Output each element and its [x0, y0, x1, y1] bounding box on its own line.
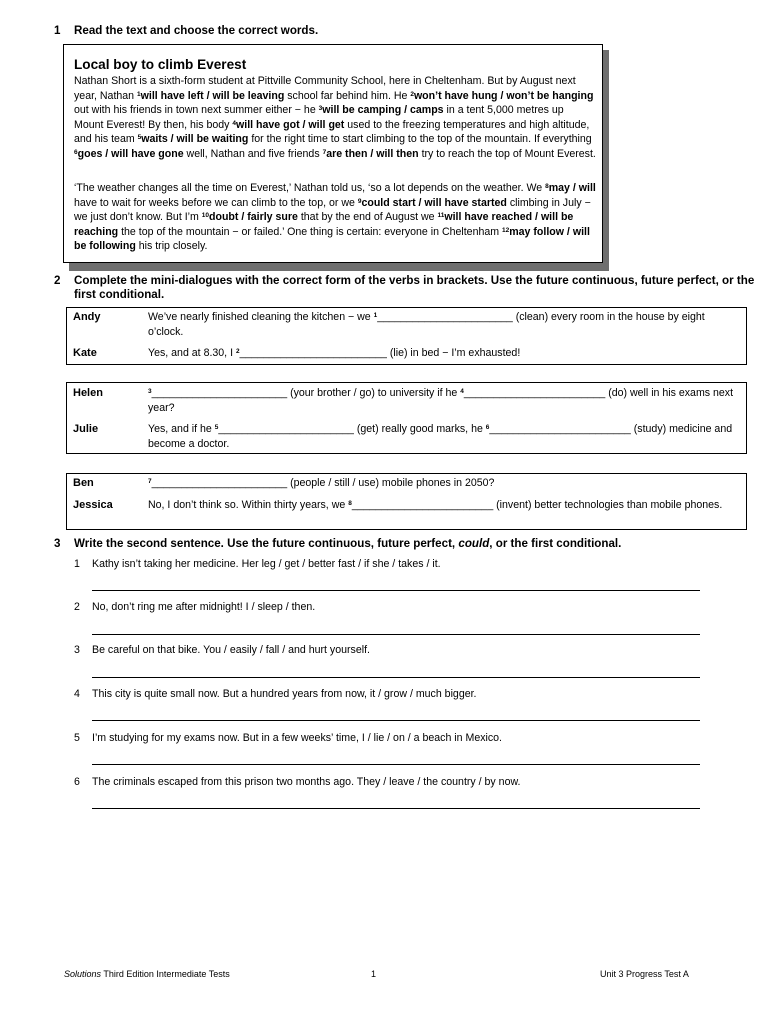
answer-line[interactable]: [92, 677, 700, 678]
gap-number: 12: [502, 226, 510, 234]
dialogue-line: [148, 498, 740, 513]
text-run: _______________________ (your brother / go) to university if he: [151, 387, 461, 399]
dialogue-line: [148, 346, 740, 361]
dialogue-box: [66, 307, 747, 365]
answer-option: will have got / will get: [236, 118, 345, 131]
dialogue-line: [148, 476, 740, 491]
gap-number: 11: [437, 212, 445, 220]
item-number: 2: [74, 601, 80, 613]
answer-option: goes / will have gone: [77, 147, 184, 160]
speaker-name: Kate: [73, 347, 97, 359]
text-run: have to wait for weeks before we can climb to the top, or we: [74, 196, 358, 209]
text-run: ‘The weather changes all the time on Everest,’ Nathan told us, ‘so a lot depends on the weather. We: [74, 182, 546, 194]
text-run: ________________________ (study) medicine and become a doctor.: [148, 423, 733, 450]
gap-number: 4: [460, 388, 464, 395]
answer-option: won’t have hung / won’t be hanging: [413, 89, 594, 102]
footer-book-title: [64, 968, 230, 980]
gap-number: 3: [318, 105, 323, 113]
dialogue-box: [66, 382, 747, 454]
text-run: Yes, and at 8.30, I: [148, 347, 236, 359]
text-run: ________________________ (do) well in his exams next year?: [148, 387, 734, 414]
gap-number: 1: [373, 312, 378, 319]
item-prompt: I’m studying for my exams now. But in a few weeks’ time, I / lie / on / a beach in Mexico.: [92, 732, 502, 744]
item-prompt: This city is quite small now. But a hundred years from now, it / grow / much bigger.: [92, 688, 477, 700]
article-paragraph: [74, 74, 596, 162]
article-title: Local boy to climb Everest: [74, 57, 247, 72]
text-run: try to reach the top of Mount Everest.: [418, 147, 596, 160]
exercise-instruction: Complete the mini-dialogues with the correct form of the verbs in brackets. Use the future continuous, future perfect, or the first conditional.: [74, 274, 755, 301]
exercise-number: 2: [54, 274, 61, 287]
text-run: in a tent 5,000 metres up Mount Everest! By then, his body: [74, 104, 564, 131]
item-prompt: Be careful on that bike. You / easily / fall / and hurt yourself.: [92, 644, 370, 656]
article-paragraph: [74, 181, 596, 254]
answer-option: may / will: [548, 182, 596, 194]
answer-line[interactable]: [92, 808, 700, 809]
exercise-instruction: [74, 537, 764, 551]
text-run: climbing in July − we just don’t know. But I’m: [74, 196, 591, 224]
exercise-number: 1: [54, 24, 61, 37]
dialogue-box: [66, 473, 747, 530]
gap-number: 2: [235, 348, 240, 355]
item-prompt: No, don’t ring me after midnight! I / sleep / then.: [92, 601, 316, 613]
text-run: out with his friends in town next summer either − he: [74, 104, 319, 117]
item-number: 4: [74, 688, 80, 700]
text-run: for the right time to start climbing to the top of the mountain. If everything: [248, 133, 592, 146]
speaker-name: Jessica: [73, 499, 113, 511]
gap-number: 8: [545, 183, 549, 190]
answer-option: could start / will have started: [361, 196, 507, 209]
answer-option: will have left / will be leaving: [140, 89, 285, 102]
answer-option: are then / will then: [326, 147, 419, 160]
instruction-text: , or the first conditional.: [489, 537, 622, 550]
answer-option: doubt / fairly sure: [209, 211, 298, 224]
dialogue-line: [148, 386, 740, 415]
text-run: that by the end of August we: [297, 211, 438, 224]
footer-page-number: 1: [371, 969, 377, 979]
answer-option: will be camping / camps: [322, 104, 444, 117]
gap-number: 10: [201, 212, 210, 220]
gap-number: 7: [322, 148, 327, 156]
gap-number: 9: [357, 197, 362, 205]
text-run: school far behind him. He: [284, 89, 411, 102]
article-box: [63, 44, 603, 263]
item-number: 5: [74, 732, 80, 744]
text-run: _______________________ (clean) every room in the house by eight o’clock.: [148, 311, 705, 338]
gap-number: 4: [232, 119, 237, 127]
item-prompt: The criminals escaped from this prison two months ago. They / leave / the country / by now.: [92, 776, 521, 788]
text-run: Yes, and if he: [148, 423, 215, 435]
answer-line[interactable]: [92, 764, 700, 765]
exercise-number: 3: [54, 537, 61, 550]
gap-number: 6: [485, 424, 490, 431]
speaker-name: Andy: [73, 311, 101, 323]
gap-number: 8: [348, 500, 352, 507]
text-run: used to the freezing temperatures and high altitude, and his team: [74, 118, 590, 146]
answer-line[interactable]: [92, 634, 700, 635]
gap-number: 1: [137, 90, 141, 98]
text-run: _________________________ (lie) in bed − I’m exhausted!: [239, 347, 521, 359]
exercise-instruction: Read the text and choose the correct words.: [74, 24, 319, 37]
footer-test-name: Unit 3 Progress Test A: [600, 969, 689, 979]
text-run: the top of the mountain − or failed.’ One thing is certain: everyone in Cheltenham: [118, 225, 503, 238]
footer-book-italic: Solutions: [64, 969, 102, 979]
text-run: _______________________ (people / still / use) mobile phones in 2050?: [151, 477, 495, 489]
speaker-name: Ben: [73, 477, 94, 489]
speaker-name: Helen: [73, 387, 103, 399]
speaker-name: Julie: [73, 423, 99, 435]
item-number: 6: [74, 776, 80, 788]
answer-line[interactable]: [92, 720, 700, 721]
gap-number: 3: [148, 388, 152, 395]
gap-number: 6: [74, 148, 78, 156]
gap-number: 7: [148, 478, 152, 485]
text-run: ________________________ (invent) better technologies than mobile phones.: [351, 499, 723, 511]
dialogue-line: [148, 422, 740, 451]
instruction-italic-word: could: [458, 537, 490, 550]
text-run: _______________________ (get) really good marks, he: [218, 423, 486, 435]
text-run: Nathan Short is a sixth-form student at Pittville Community School, here in Cheltenham. But by August next year, Nathan: [74, 75, 576, 102]
answer-option: waits / will be waiting: [141, 133, 249, 146]
gap-number: 5: [214, 424, 219, 431]
text-run: his trip closely.: [135, 240, 208, 253]
footer-book-rest: Third Edition Intermediate Tests: [101, 969, 230, 979]
dialogue-line: [148, 310, 740, 339]
item-prompt: Kathy isn’t taking her medicine. Her leg / get / better fast / if she / takes / it.: [92, 558, 441, 570]
item-number: 1: [74, 558, 80, 570]
instruction-text: Write the second sentence. Use the future continuous, future perfect,: [74, 537, 459, 550]
text-run: No, I don’t think so. Within thirty years, we: [148, 499, 349, 511]
text-run: We’ve nearly finished cleaning the kitchen − we: [148, 311, 374, 323]
answer-option: will have reached / will be reaching: [74, 211, 574, 238]
answer-option: may follow / will be following: [74, 225, 590, 253]
answer-line[interactable]: [92, 590, 700, 591]
gap-number: 2: [410, 90, 414, 98]
text-run: well, Nathan and five friends: [183, 147, 323, 160]
gap-number: 5: [137, 134, 142, 142]
item-number: 3: [74, 644, 80, 656]
